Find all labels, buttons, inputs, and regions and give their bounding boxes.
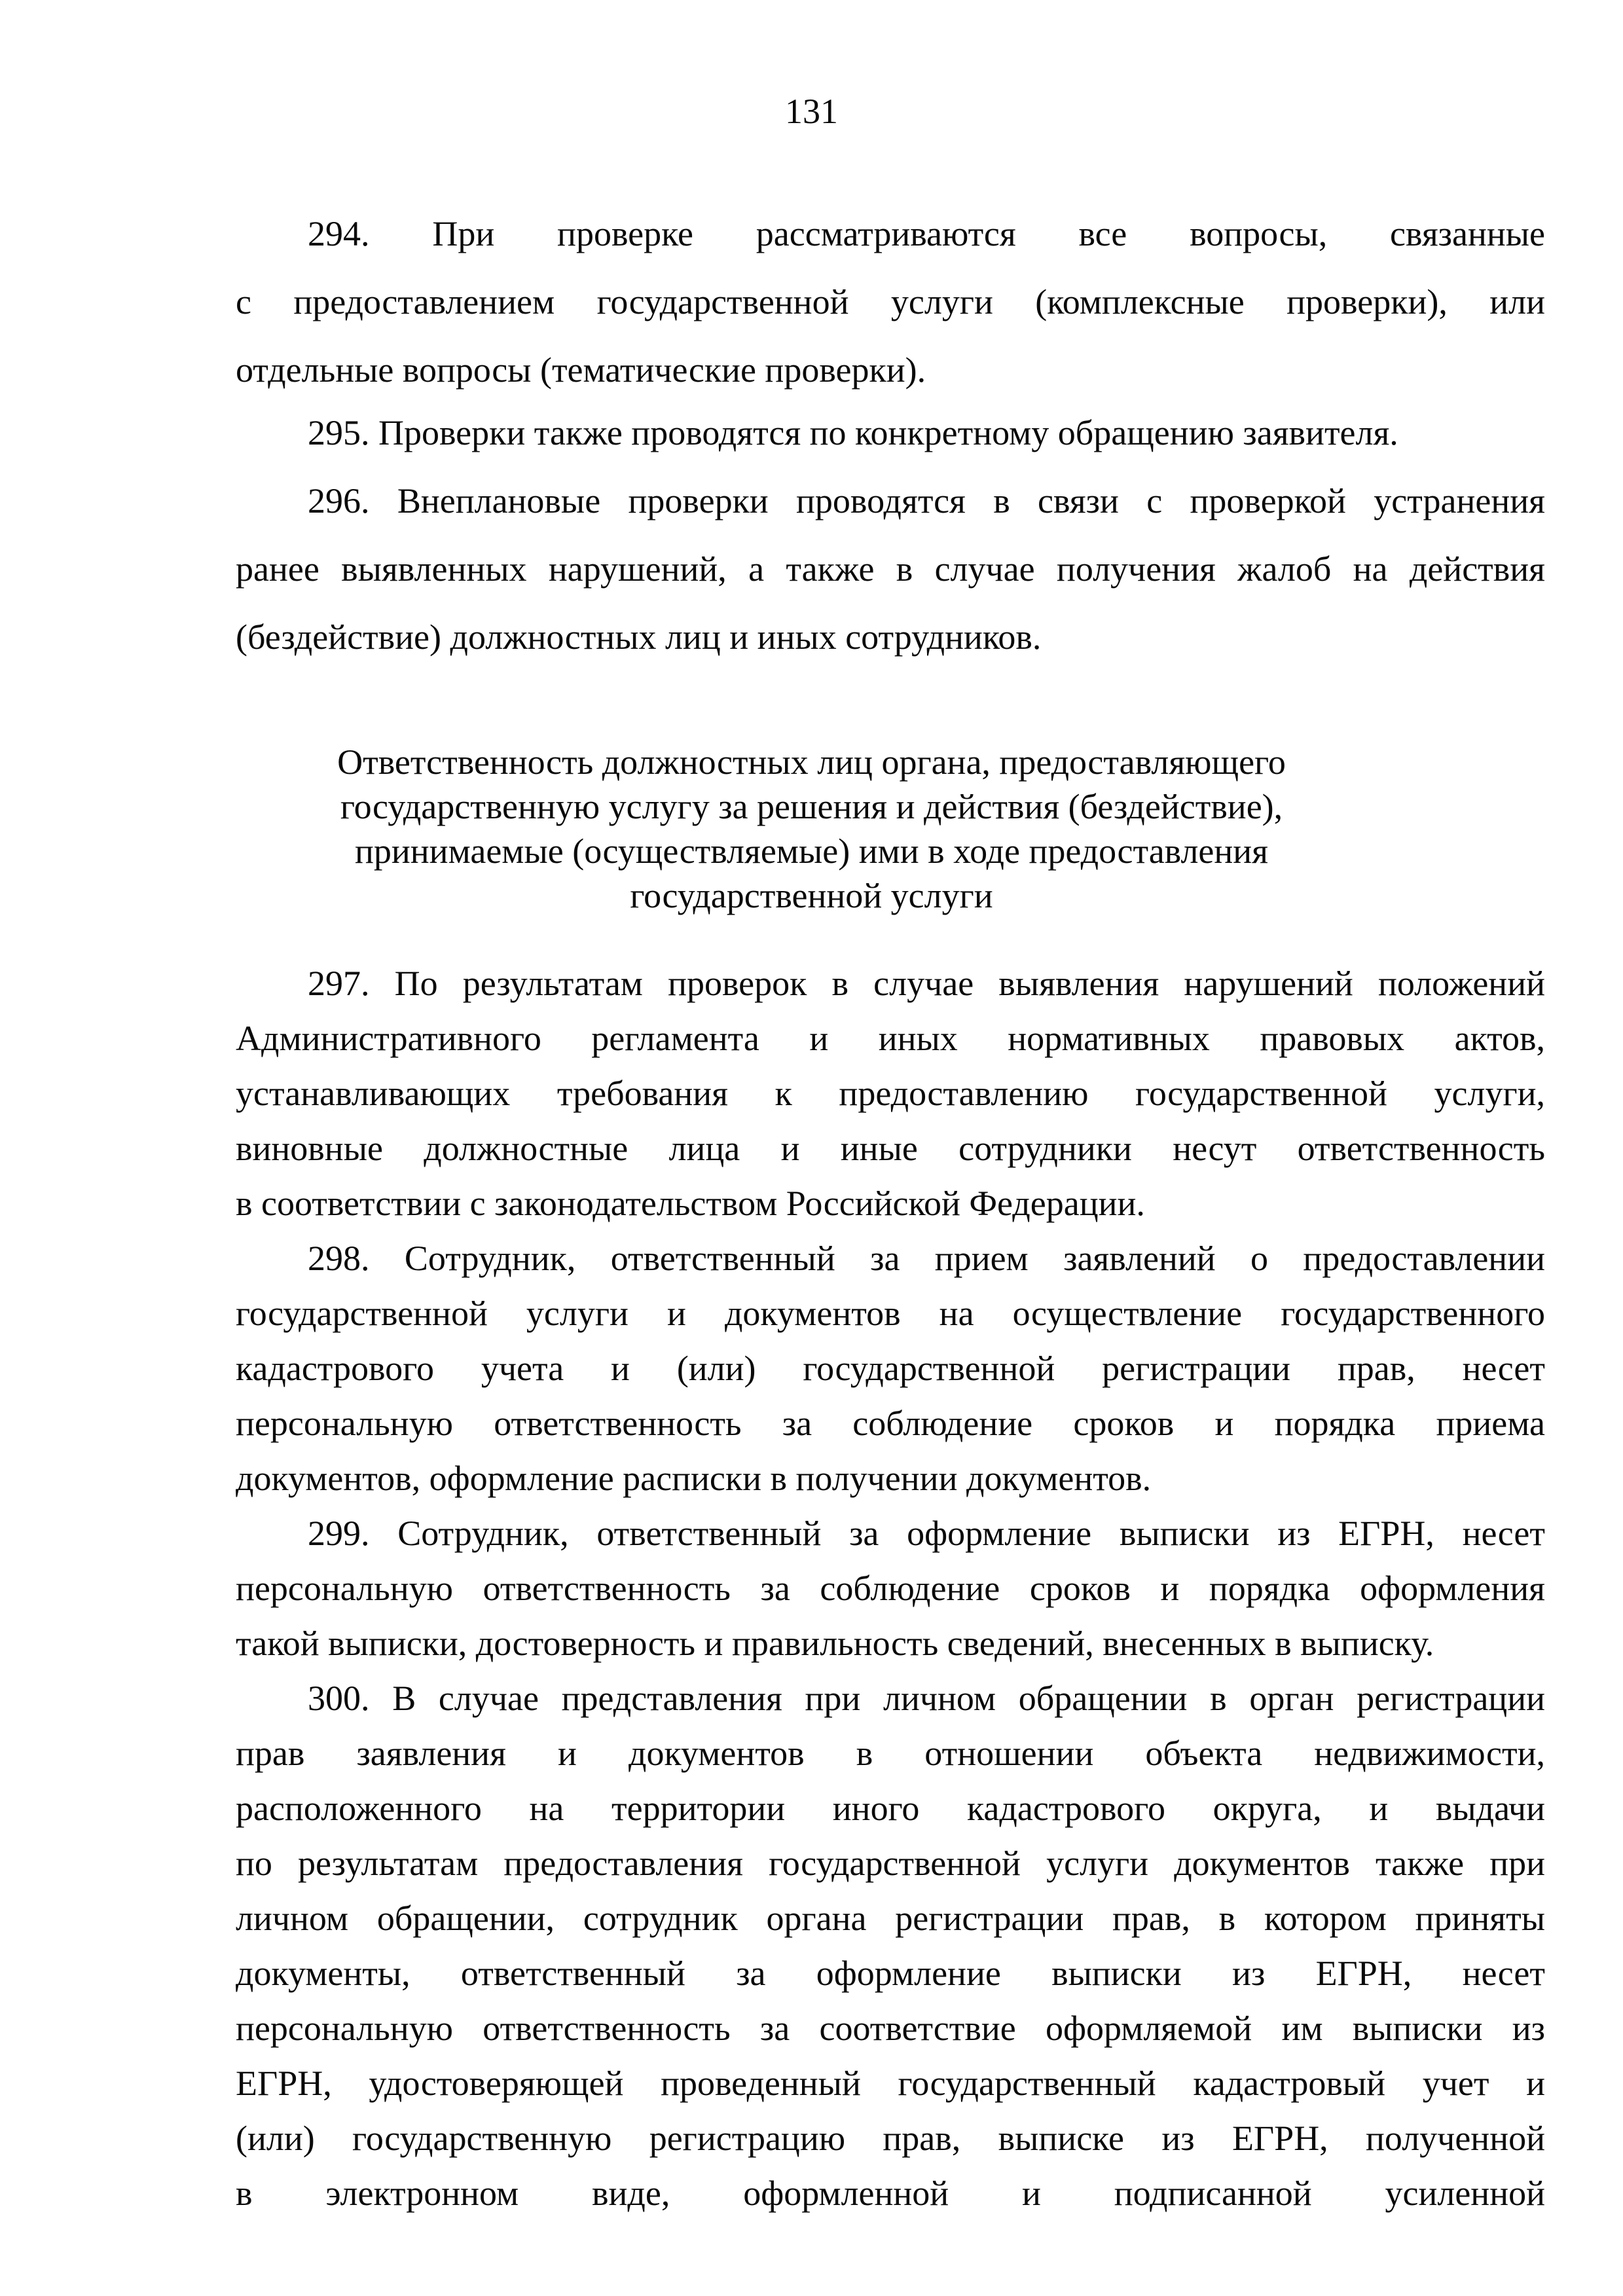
section-heading — [0, 740, 1623, 918]
section-heading-line-2: государственную услугу за решения и действия (бездействие), — [340, 787, 1283, 826]
paragraph-300-line-5: личном обращении, сотрудник органа регистрации прав, в котором приняты — [236, 1899, 1545, 1938]
paragraph-300-line-10: в электронном виде, оформленной и подписанной усиленной — [236, 2174, 1545, 2213]
paragraph-297-line-4: виновные должностные лица и иные сотрудники несут ответственность — [236, 1129, 1545, 1168]
paragraph-300-line-2: прав заявления и документов в отношении объекта недвижимости, — [236, 1734, 1545, 1773]
paragraph-297-line-3: устанавливающих требования к предоставлению государственной услуги, — [236, 1074, 1545, 1113]
paragraph-298-line-2: государственной услуги и документов на осуществление государственного — [236, 1294, 1545, 1333]
paragraph-294-line-2: с предоставлением государственной услуги (комплексные проверки), или — [236, 282, 1545, 321]
section-heading-line-4: государственной услуги — [630, 876, 993, 915]
paragraph-300-line-1: 300. В случае представления при личном обращении в орган регистрации — [308, 1679, 1545, 1718]
paragraph-296 — [236, 467, 1545, 671]
paragraph-297 — [236, 956, 1545, 1231]
paragraph-295-line-1: 295. Проверки также проводятся по конкретному обращению заявителя. — [308, 413, 1398, 452]
paragraph-295 — [236, 399, 1545, 467]
paragraph-300-line-7: персональную ответственность за соответствие оформляемой им выписки из — [236, 2009, 1545, 2048]
paragraph-294-line-3: отдельные вопросы (тематические проверки). — [236, 350, 926, 390]
paragraph-300-line-6: документы, ответственный за оформление выписки из ЕГРН, несет — [236, 1954, 1545, 1993]
paragraph-299-line-2: персональную ответственность за соблюдение сроков и порядка оформления — [236, 1569, 1545, 1608]
paragraph-299 — [236, 1506, 1545, 1671]
section-heading-line-1: Ответственность должностных лиц органа, предоставляющего — [337, 742, 1286, 782]
paragraph-300 — [236, 1671, 1545, 2221]
paragraph-294-line-1: 294. При проверке рассматриваются все вопросы, связанные — [308, 214, 1545, 253]
section-heading-line-3: принимаемые (осуществляемые) ими в ходе предоставления — [354, 831, 1269, 871]
paragraph-298 — [236, 1231, 1545, 1506]
paragraph-297-line-1: 297. По результатам проверок в случае выявления нарушений положений — [308, 964, 1545, 1003]
paragraph-298-line-3: кадастрового учета и (или) государственной регистрации прав, несет — [236, 1349, 1545, 1388]
paragraph-297-line-5: в соответствии с законодательством Российской Федерации. — [236, 1184, 1145, 1223]
paragraph-298-line-5: документов, оформление расписки в получении документов. — [236, 1459, 1152, 1498]
paragraph-299-line-3: такой выписки, достоверность и правильность сведений, внесенных в выписку. — [236, 1624, 1434, 1663]
paragraph-297-line-2: Административного регламента и иных нормативных правовых актов, — [236, 1019, 1545, 1058]
paragraph-300-line-9: (или) государственную регистрацию прав, выписке из ЕГРН, полученной — [236, 2119, 1545, 2158]
paragraph-298-line-4: персональную ответственность за соблюдение сроков и порядка приема — [236, 1404, 1545, 1443]
paragraph-298-line-1: 298. Сотрудник, ответственный за прием заявлений о предоставлении — [308, 1239, 1545, 1278]
paragraph-296-line-1: 296. Внеплановые проверки проводятся в связи с проверкой устранения — [308, 481, 1545, 520]
paragraph-296-line-2: ранее выявленных нарушений, а также в случае получения жалоб на действия — [236, 549, 1545, 589]
paragraph-300-line-4: по результатам предоставления государственной услуги документов также при — [236, 1844, 1545, 1883]
paragraph-294 — [236, 200, 1545, 404]
paragraph-296-line-3: (бездействие) должностных лиц и иных сотрудников. — [236, 617, 1042, 657]
paragraph-299-line-1: 299. Сотрудник, ответственный за оформление выписки из ЕГРН, несет — [308, 1514, 1545, 1553]
page-number: 131 — [785, 92, 838, 131]
paragraph-300-line-3: расположенного на территории иного кадастрового округа, и выдачи — [236, 1789, 1545, 1828]
paragraph-300-line-8: ЕГРН, удостоверяющей проведенный государственный кадастровый учет и — [236, 2064, 1545, 2103]
